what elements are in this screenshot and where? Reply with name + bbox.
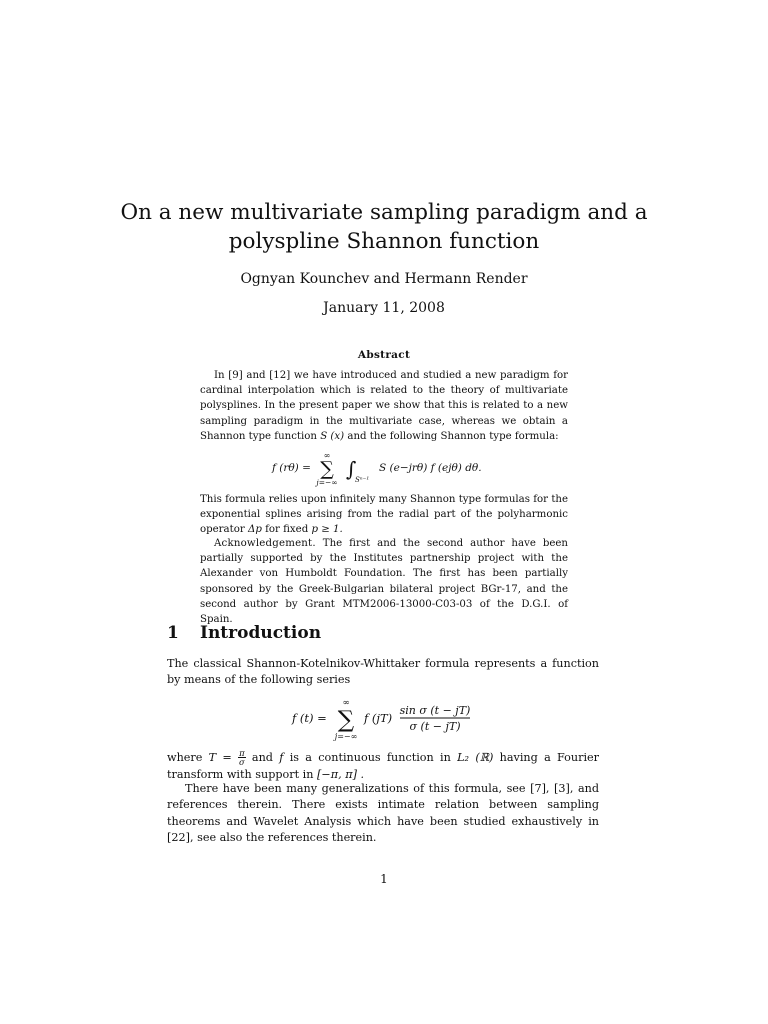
section-heading	[167, 623, 321, 643]
intro-paragraph-3: There have been many generalizations of this formula, see [7], [3], and references therein. There exists intimate relation between sampling theorems and Wavelet Analysis which have been studied exhaustively in [22], see also the references therein.	[167, 782, 599, 844]
sampling-period-symbol: T =	[208, 750, 232, 764]
integral-sign: ∫	[346, 457, 357, 481]
sum-lower-limit: j=−∞	[316, 478, 338, 487]
series-lhs: f (t) =	[292, 711, 327, 725]
section-number: 1	[167, 623, 179, 643]
acknowledgement-paragraph	[200, 536, 568, 627]
integral-domain: Sⁿ⁻¹	[355, 476, 370, 484]
series-fraction-denominator: σ (t − jT)	[409, 720, 461, 733]
intro-p2-text-a: where	[167, 750, 203, 764]
abstract-text-end: and the following Shannon type formula:	[347, 430, 559, 442]
series-sum-upper-limit: ∞	[342, 698, 350, 708]
polyharmonic-operator: Δp	[247, 524, 262, 536]
abstract-p2-condition: p ≥ 1.	[311, 524, 343, 536]
page-number: 1	[380, 872, 388, 886]
intro-p2-text-d: having a Fourier transform with support in	[167, 750, 600, 781]
shannon-function-symbol: S (x)	[320, 430, 345, 442]
intro-paragraph-1: The classical Shannon-Kotelnikov-Whittaker formula represents a function by means of the following series	[167, 657, 599, 687]
abstract-paragraph-2	[200, 492, 568, 538]
function-symbol: f	[279, 750, 284, 764]
sum-upper-limit: ∞	[323, 451, 331, 460]
intro-p2-text-c: is a continuous function in	[289, 750, 451, 764]
pi-over-sigma-fraction	[238, 749, 246, 767]
series-fraction-numerator: sin σ (t − jT)	[399, 704, 471, 717]
intro-paragraph-2	[167, 749, 599, 783]
shannon-series-formula	[167, 694, 599, 746]
acknowledgement-text: The first and the second author have been partially supported by the Institutes partnership project with the Alexander von Humboldt Foundation. The first has been partially sponsored by the Greek-Bulgarian bilateral project BGr-17, and the second author by Grant MTM2006-13000-C03-03 of the D.G.I. of Spain.	[200, 538, 568, 626]
fraction-numerator: π	[239, 748, 245, 758]
shannon-type-formula	[200, 449, 568, 487]
paper-title-line-1: On a new multivariate sampling paradigm and a	[120, 200, 648, 225]
acknowledgement-label: Acknowledgement.	[214, 538, 316, 549]
support-interval: [−π, π] .	[317, 767, 365, 781]
abstract-p2-text-b: for fixed	[265, 524, 309, 536]
series-summation-sign: ∑	[337, 707, 355, 733]
paper-date: January 11, 2008	[323, 300, 445, 316]
series-sum-lower-limit: j=−∞	[334, 732, 358, 741]
section-title: Introduction	[200, 623, 322, 643]
l2-space-symbol: L₂ (ℝ)	[457, 750, 494, 764]
abstract-p2-text: This formula relies upon infinitely many Shannon type formulas for the exponential splines arising from the radial part of the polyharmonic operator	[200, 494, 568, 536]
paper-authors: Ognyan Kounchev and Hermann Render	[240, 271, 528, 287]
formula-integrand: S (e−jrθ) f (ejθ) dθ.	[379, 462, 482, 474]
paper-title-line-2: polyspline Shannon function	[228, 229, 540, 254]
series-sample-term: f (jT)	[364, 711, 393, 725]
abstract-paragraph	[200, 368, 568, 444]
abstract-heading: Abstract	[357, 349, 411, 361]
summation-sign: ∑	[320, 458, 334, 480]
formula-lhs: f (rθ) =	[272, 462, 311, 474]
fraction-denominator: σ	[238, 757, 245, 768]
intro-p2-text-b: and	[251, 750, 273, 764]
abstract-text: In [9] and [12] we have introduced and studied a new paradigm for cardinal interpolation which is related to the theory of multivariate polysplines. In the present paper we show that this is related to a new sampling paradigm in the multivariate case, whereas we obtain a Shannon type function	[200, 370, 568, 442]
paper-title	[0, 198, 768, 256]
